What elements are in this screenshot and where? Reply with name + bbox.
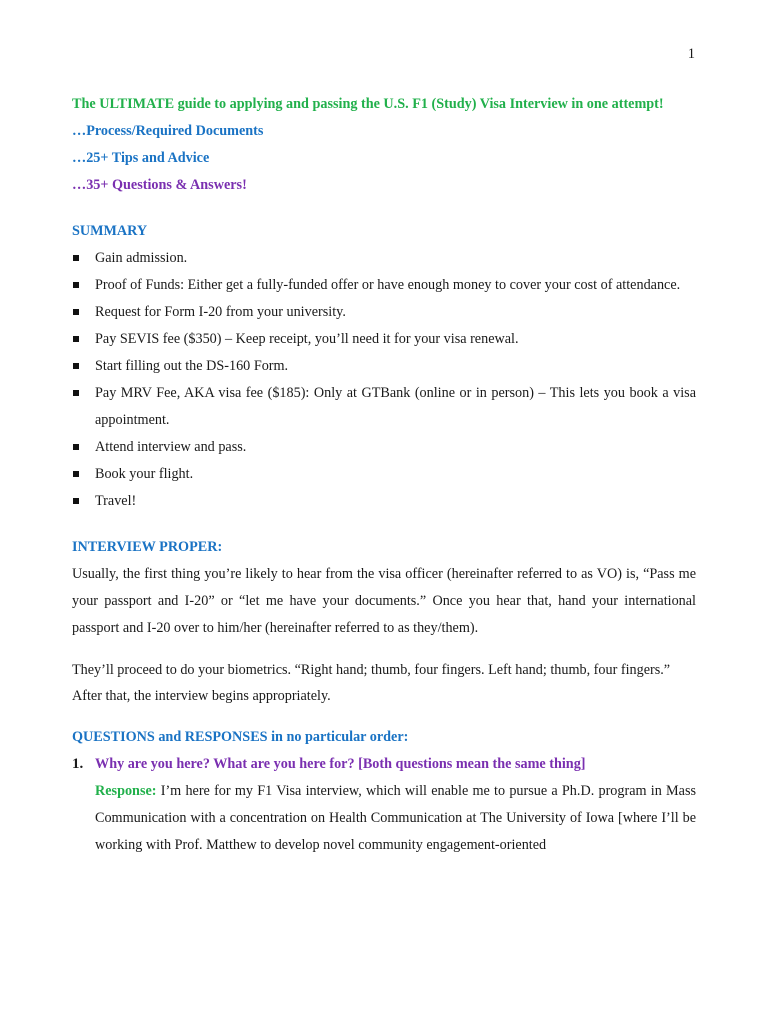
summary-list: [72, 245, 696, 515]
question-text: Why are you here? What are you here for? [Both questions mean the same thing]: [95, 756, 586, 772]
summary-item: Book your flight.: [72, 461, 696, 488]
bullet-square-icon: [73, 309, 79, 315]
summary-item: Pay MRV Fee, AKA visa fee ($185): Only at GTBank (online or in person) – This lets you book a visa appointment.: [72, 380, 696, 434]
summary-item: Travel!: [72, 488, 696, 515]
bullet-square-icon: [73, 390, 79, 396]
bullet-square-icon: [73, 471, 79, 477]
document-body: [72, 91, 696, 859]
bullet-square-icon: [73, 444, 79, 450]
question-item: [72, 751, 696, 859]
questions-heading: QUESTIONS and RESPONSES in no particular order:: [72, 729, 409, 745]
page-number: 1: [687, 46, 695, 62]
response-text: I’m here for my F1 Visa interview, which will enable me to pursue a Ph.D. program in Mass Communication with a concentration on Health Communication at The University of Iowa [where I’ll be working with Prof. Matthew to develop novel community engagement-oriented: [95, 783, 696, 853]
summary-item: Request for Form I-20 from your university.: [72, 299, 696, 326]
summary-item: Proof of Funds: Either get a fully-funded offer or have enough money to cover your cost of attendance.: [72, 272, 696, 299]
summary-item: Attend interview and pass.: [72, 434, 696, 461]
biometrics-paragraph: [72, 657, 696, 709]
bullet-square-icon: [73, 498, 79, 504]
bullet-square-icon: [73, 282, 79, 288]
interview-paragraph: Usually, the first thing you’re likely to hear from the visa officer (hereinafter referred to as VO) is, “Pass me your passport and I-20” or “let me have your documents.” Once you hear that, hand your international passport and I-20 over to him/her (hereinafter referred to as they/them).: [72, 566, 696, 636]
summary-item: Start filling out the DS-160 Form.: [72, 353, 696, 380]
bullet-square-icon: [73, 336, 79, 342]
summary-item: Pay SEVIS fee ($350) – Keep receipt, you’ll need it for your visa renewal.: [72, 326, 696, 353]
question-number: 1.: [72, 756, 84, 772]
bullet-square-icon: [73, 363, 79, 369]
biometrics-line: After that, the interview begins appropriately.: [72, 688, 331, 704]
response-label: Response:: [95, 783, 157, 799]
subtitle-tips: …25+ Tips and Advice: [72, 150, 210, 166]
summary-item: Gain admission.: [72, 245, 696, 272]
bullet-square-icon: [73, 255, 79, 261]
biometrics-line: They’ll proceed to do your biometrics. “Right hand; thumb, four fingers. Left hand; thumb, four fingers.”: [72, 662, 671, 678]
response-paragraph: [95, 778, 696, 859]
subtitle-questions: …35+ Questions & Answers!: [72, 177, 247, 193]
interview-heading: INTERVIEW PROPER:: [72, 539, 223, 555]
summary-heading: SUMMARY: [72, 223, 148, 239]
subtitle-process: …Process/Required Documents: [72, 123, 264, 139]
guide-title: The ULTIMATE guide to applying and passing the U.S. F1 (Study) Visa Interview in one attempt!: [72, 96, 664, 112]
